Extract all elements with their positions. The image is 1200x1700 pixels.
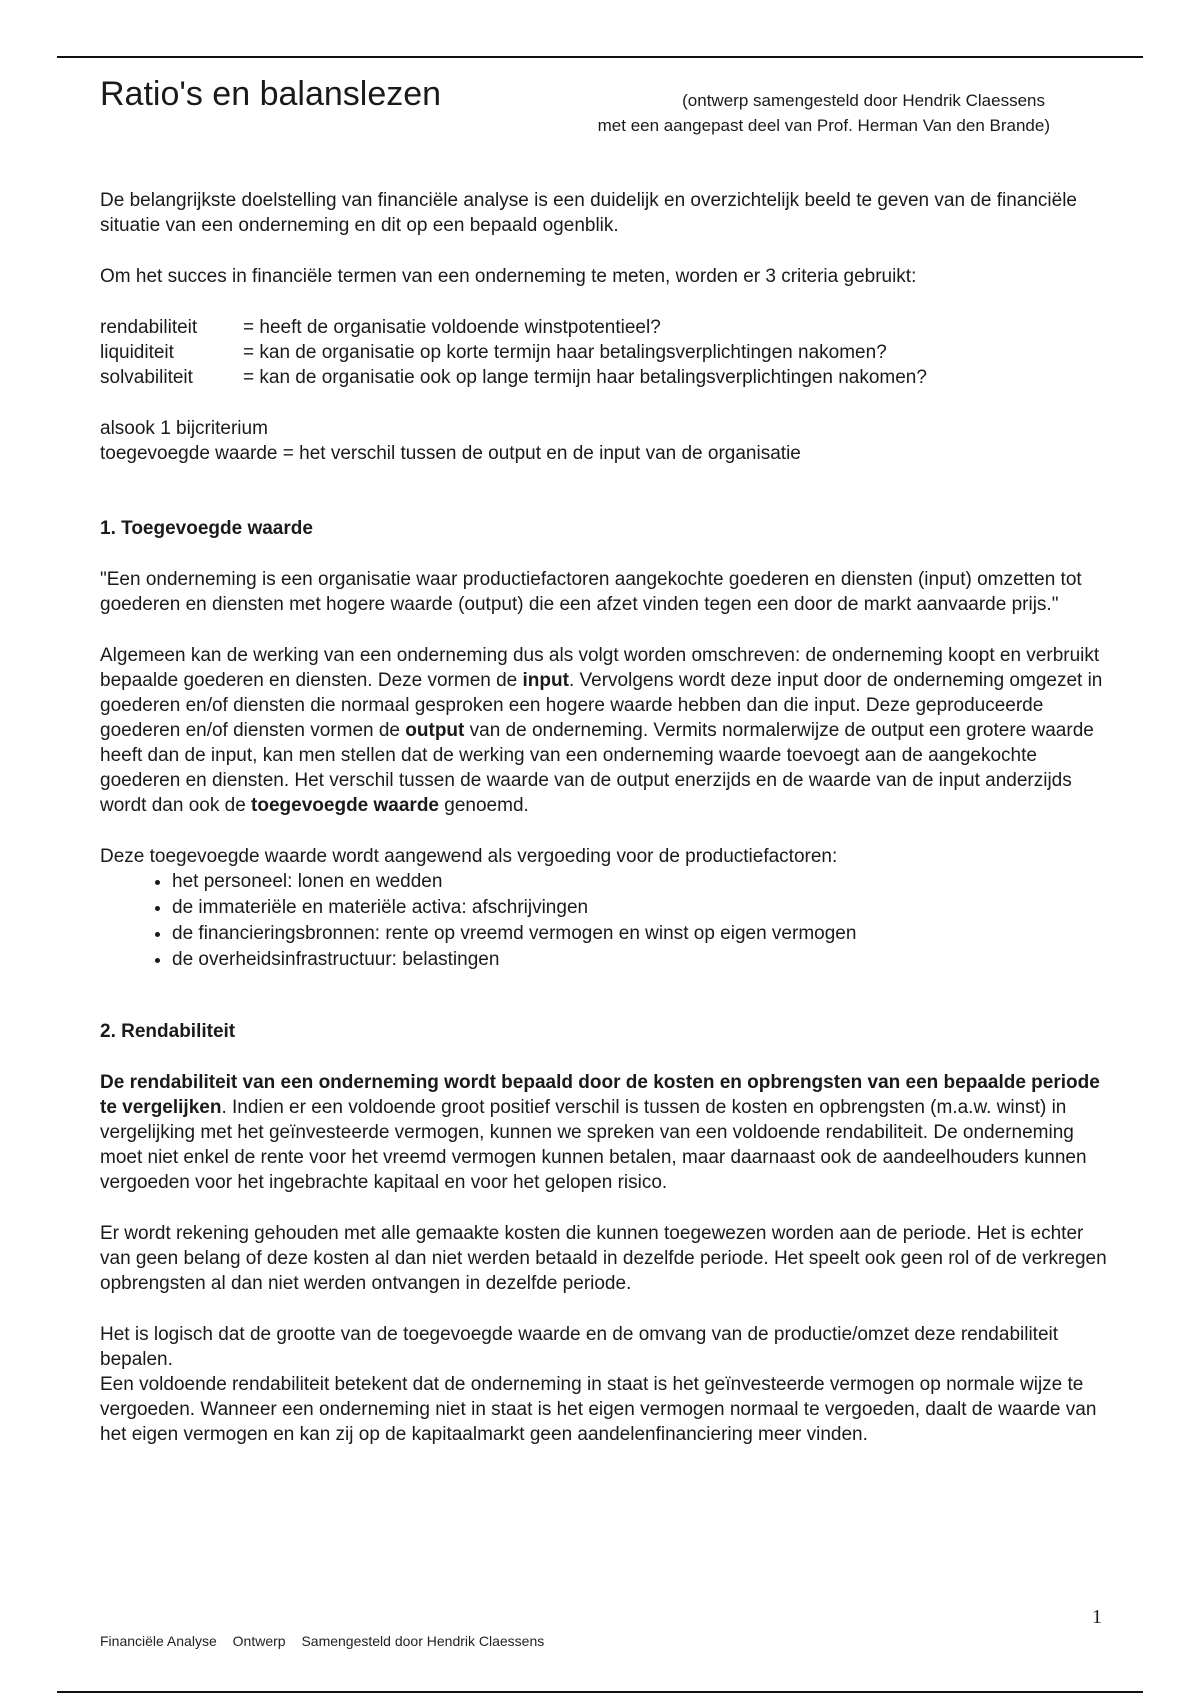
credit-line-2: met een aangepast deel van Prof. Herman Van den Brande) [597,116,1050,135]
section-1-paragraph: Algemeen kan de werking van een onderneming dus als volgt worden omschreven: de onderneming koopt en verbruikt bepaalde goederen en diensten. Deze vormen de input. Vervolgens wordt deze input door de onderneming omgezet in goederen en/of diensten die normaal gesproken een hogere waarde hebben dan die input. Deze geproduceerde goederen en/of diensten vormen de output van de onderneming. Vermits normalerwijze de output een grotere waarde heeft dan de input, kan men stellen dat de werking van een onderneming waarde toevoegt aan de aangekochte goederen en diensten. Het verschil tussen de waarde van de output enerzijds en de waarde van de input anderzijds wordt dan ook de toegevoegde waarde genoemd. [100,645,1103,816]
document-header [100,70,1110,140]
criterion-term: rendabiliteit [100,317,198,338]
page-footer [100,1633,556,1649]
bold-term-added-value: toegevoegde waarde [251,795,439,816]
author-credit [598,88,1050,138]
footer-course: Financiële Analyse [100,1633,217,1649]
bold-term-output: output [405,720,465,741]
intro-paragraph-1: De belangrijkste doelstelling van financiële analyse is een duidelijk en overzichtelijk beeld te geven van de financiële situatie van een onderneming en dit op een bepaald ogenblik. [100,190,1077,236]
document-title: Ratio's en balanslezen [100,75,442,113]
criterion-description: = heeft de organisatie voldoende winstpotentieel? [243,317,661,338]
bold-definition: De rendabiliteit van een onderneming wordt bepaald door de kosten en opbrengsten van een bepaalde periode te vergelijken [100,1072,1100,1118]
section-1-heading: 1. Toegevoegde waarde [100,518,313,539]
bold-term-input: input [522,670,569,691]
section-1-quote: "Een onderneming is een organisatie waar productiefactoren aangekochte goederen en diensten (input) omzetten tot goederen en diensten met hogere waarde (output) die een afzet vinden tegen een door de markt aanvaarde prijs." [100,569,1082,615]
list-item: • de overheidsinfrastructuur: belastingen [172,947,1110,973]
section-2-heading: 2. Rendabiliteit [100,1021,236,1042]
sub-criterion-label: alsook 1 bijcriterium [100,418,268,439]
list-item: • de immateriële en materiële activa: afschrijvingen [172,895,1110,921]
criterion-description: = kan de organisatie ook op lange termijn haar betalingsverplichtingen nakomen? [243,367,927,388]
production-factors-list [100,869,1110,973]
criterion-term: liquiditeit [100,342,174,363]
page-number: 1 [1092,1606,1102,1628]
section-2-paragraph-3: Het is logisch dat de grootte van de toegevoegde waarde en de omvang van de productie/omzet deze rendabiliteit bepalen. [100,1324,1059,1370]
list-item: • het personeel: lonen en wedden [172,869,1110,895]
footer-type: Ontwerp [232,1633,286,1649]
section-2-paragraph-4: Een voldoende rendabiliteit betekent dat de onderneming in staat is het geïnvesteerde vermogen op normale wijze te vergoeden. Wanneer een onderneming niet in staat is het eigen vermogen normaal te vergoeden, daalt de waarde van het eigen vermogen en kan zij op de kapitaalmarkt geen aandelenfinanciering meer vinden. [100,1374,1097,1445]
intro-paragraph-2: Om het succes in financiële termen van een onderneming te meten, worden er 3 criteria gebruikt: [100,266,917,287]
credit-line-1: (ontwerp samengesteld door Hendrik Claessens [682,91,1045,110]
criteria-list [100,315,1110,390]
document-page [100,70,1110,1445]
criterion-row [100,315,1110,340]
document-body [100,188,1110,1447]
criterion-term: solvabiliteit [100,367,193,388]
top-rule [57,56,1143,58]
criterion-row [100,365,1110,390]
footer-author: Samengesteld door Hendrik Claessens [301,1633,545,1649]
criterion-row [100,340,1110,365]
sub-criterion-definition: toegevoegde waarde = het verschil tussen de output en de input van de organisatie [100,443,801,464]
criterion-description: = kan de organisatie op korte termijn haar betalingsverplichtingen nakomen? [243,342,887,363]
list-item: • de financieringsbronnen: rente op vreemd vermogen en winst op eigen vermogen [172,921,1110,947]
section-1-list-intro: Deze toegevoegde waarde wordt aangewend als vergoeding voor de productiefactoren: [100,846,838,867]
section-2-paragraph-1: De rendabiliteit van een onderneming wordt bepaald door de kosten en opbrengsten van een bepaalde periode te vergelijken. Indien er een voldoende groot positief verschil is tussen de kosten en opbrengsten (m.a.w. winst) in vergelijking met het geïnvesteerde vermogen, kunnen we spreken van een voldoende rendabiliteit. De onderneming moet niet enkel de rente voor het vreemd vermogen kunnen betalen, maar daarnaast ook de aandeelhouders kunnen vergoeden voor het ingebrachte kapitaal en voor het gelopen risico. [100,1072,1100,1193]
bottom-rule [57,1691,1143,1693]
section-2-paragraph-2: Er wordt rekening gehouden met alle gemaakte kosten die kunnen toegewezen worden aan de periode. Het is echter van geen belang of deze kosten al dan niet werden betaald in dezelfde periode. Het speelt ook geen rol of de verkregen opbrengsten al dan niet werden ontvangen in dezelfde periode. [100,1223,1107,1294]
